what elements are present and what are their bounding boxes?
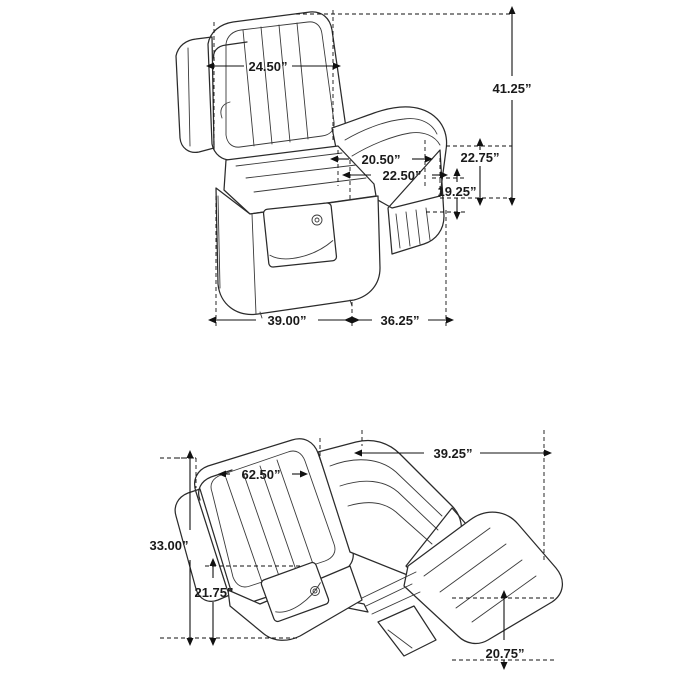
- reclined-recliner-illustration: [149, 430, 562, 662]
- dim-label-reclined-height: 33.00”: [149, 538, 189, 553]
- dim-label-arm-height: 22.75”: [460, 150, 500, 165]
- dim-label-reclined-back-length: 62.50”: [241, 467, 281, 482]
- dim-label-seat-back-width: 24.50”: [248, 59, 288, 74]
- dim-label-overall-height: 41.25”: [492, 81, 532, 96]
- dim-label-reclined-seat-height: 21.75”: [194, 585, 234, 600]
- dim-label-overall-width: 39.00”: [267, 313, 307, 328]
- upright-recliner-illustration: [176, 10, 532, 328]
- dim-label-overall-depth: 36.25”: [380, 313, 420, 328]
- dim-label-seat-height: 19.25”: [437, 184, 477, 199]
- dim-label-footrest-height: 20.75”: [485, 646, 525, 661]
- dim-label-reclined-length: 39.25”: [433, 446, 473, 461]
- dim-label-seat-width-outer: 22.50”: [382, 168, 422, 183]
- dim-label-seat-width-inner: 20.50”: [361, 152, 401, 167]
